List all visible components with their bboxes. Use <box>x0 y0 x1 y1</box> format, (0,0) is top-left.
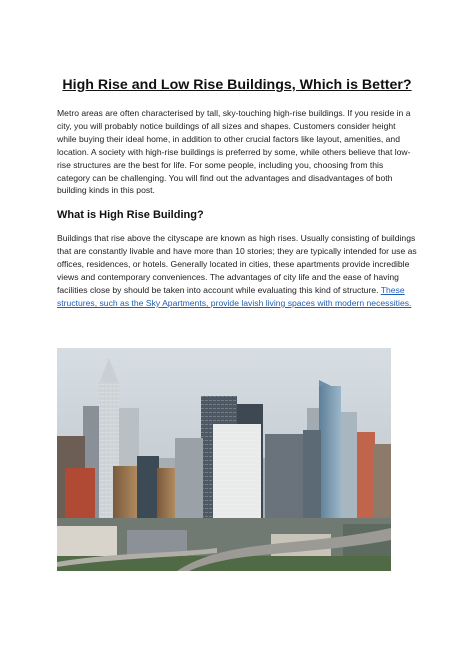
section-heading-high-rise: What is High Rise Building? <box>57 209 204 222</box>
city-skyline-photo <box>57 348 391 571</box>
intro-paragraph: Metro areas are often characterised by tall, sky-touching high-rise buildings. If you reside in a city, you will probably notice buildings of all sizes and shapes. Customers consider height while buying their ideal home, in addition to other crucial factors like layout, amenities, and location. A society with high-rise buildings is preferred by some, while others believe that low-rise structures are the best for life. For some people, including you, choosing from this category can be challenging. You will find out the advantages and disadvantages of both building kinds in this post. <box>57 108 411 196</box>
high-rise-paragraph-text: Buildings that rise above the cityscape are known as high rises. Usually consisting of buildings that are constantly livable and have more than 10 stories; they are typically intended for use as offices, residences, or hotels. Generally located in cities, these apartments provide incredible views and contemporary conveniences. The advantages of city life and the ease of having facilities close by should be taken into account while evaluating this kind of structure. <box>57 233 417 295</box>
sky-apartments-link[interactable]: These structures, such as the Sky Apartments, provide lavish living spaces with modern necessities. <box>57 284 412 308</box>
high-rise-paragraph <box>57 232 417 309</box>
page-title: High Rise and Low Rise Buildings, Which is Better? <box>62 77 412 93</box>
